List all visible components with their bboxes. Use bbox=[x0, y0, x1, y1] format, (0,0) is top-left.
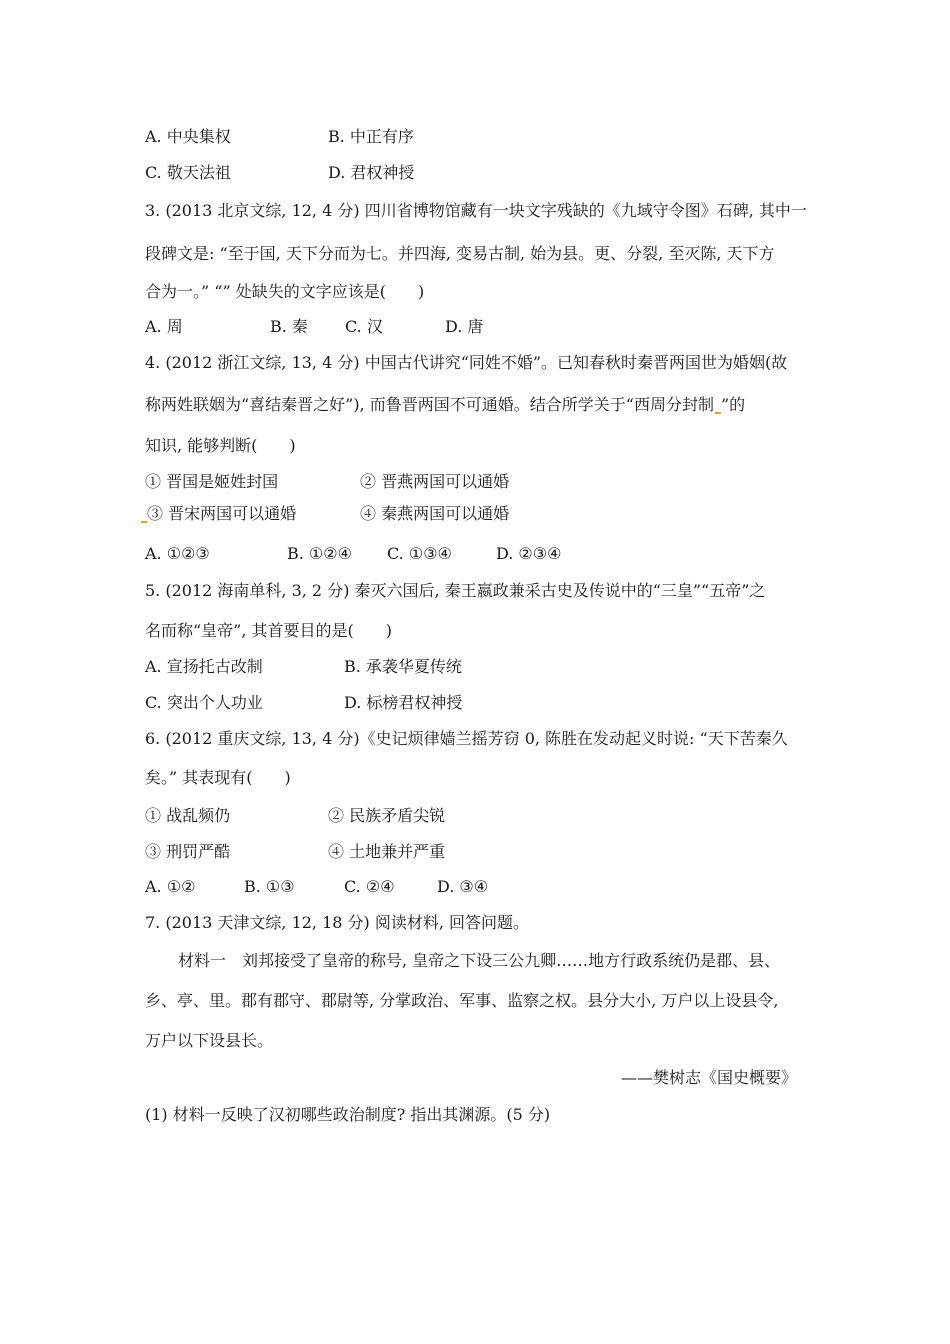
q6-statement-1: ① 战乱频仍 bbox=[145, 806, 231, 825]
q6-option-c: C. ②④ bbox=[344, 877, 395, 896]
q7-material-source: ——樊树志《国史概要》 bbox=[620, 1068, 797, 1087]
q4-statement-1: ① 晋国是姬姓封国 bbox=[145, 472, 279, 491]
q2-option-c: C. 敬天法祖 bbox=[145, 163, 231, 182]
q4-stem-line1: 4. (2012 浙江文综, 13, 4 分) 中国古代讲究“同姓不婚”。已知春秋时秦晋两国世为婚姻(故 bbox=[145, 353, 788, 372]
q4-statement-4: ④ 秦燕两国可以通婚 bbox=[360, 504, 510, 523]
q4-option-c: C. ①③④ bbox=[387, 544, 452, 563]
q5-stem-line2: 名而称“皇帝”, 其首要目的是( ) bbox=[145, 621, 393, 640]
q6-option-d: D. ③④ bbox=[437, 877, 489, 896]
q5-option-a: A. 宣扬托古改制 bbox=[145, 657, 263, 676]
q3-stem-line2: 段碑文是: “至于国, 天下分而为七。并四海, 变易古制, 始为县。更、分裂, 至灭陈, 天下方 bbox=[145, 244, 775, 263]
q3-stem-line3: 合为一。” “” 处缺失的文字应该是( ) bbox=[145, 282, 425, 301]
q5-option-d: D. 标榜君权神授 bbox=[344, 693, 463, 712]
q7-subquestion-1: (1) 材料一反映了汉初哪些政治制度? 指出其渊源。(5 分) bbox=[145, 1105, 551, 1124]
q5-option-b: B. 承袭华夏传统 bbox=[344, 657, 462, 676]
q5-stem-line1: 5. (2012 海南单科, 3, 2 分) 秦灭六国后, 秦王嬴政兼采古史及传说中的“三皇”“五帝”之 bbox=[145, 581, 766, 600]
q6-statement-3: ③ 刑罚严酷 bbox=[145, 842, 231, 861]
q6-stem-line2: 矣。” 其表现有( ) bbox=[145, 768, 291, 787]
q5-option-c: C. 突出个人功业 bbox=[145, 693, 263, 712]
q4-option-b: B. ①②④ bbox=[287, 544, 352, 563]
q7-material-line1: 材料一 刘邦接受了皇帝的称号, 皇帝之下设三公九卿……地方行政系统仍是郡、县、 bbox=[178, 951, 781, 970]
q4-stem-line2: 称两姓联姻为“喜结秦晋之好”), 而鲁晋两国不可通婚。结合所学关于“西周分封制 ”的 bbox=[145, 395, 746, 414]
q6-stem-line1: 6. (2012 重庆文综, 13, 4 分)《史记烦律嫱兰摇芳窃 0, 陈胜在发动起义时说: “天下苦秦久 bbox=[145, 729, 788, 748]
q6-option-b: B. ①③ bbox=[244, 877, 295, 896]
q7-material-line3: 万户以下设县长。 bbox=[145, 1031, 274, 1050]
q3-option-a: A. 周 bbox=[145, 317, 183, 336]
q7-material-line2: 乡、亭、里。郡有郡守、郡尉等, 分掌政治、军事、监察之权。县分大小, 万户以上设县令, bbox=[145, 991, 779, 1010]
q2-option-b: B. 中正有序 bbox=[328, 127, 414, 146]
q4-option-d: D. ②③④ bbox=[496, 544, 562, 563]
q6-option-a: A. ①② bbox=[145, 877, 196, 896]
q2-option-d: D. 君权神授 bbox=[328, 163, 415, 182]
q2-option-a: A. 中央集权 bbox=[145, 127, 231, 146]
q3-option-b: B. 秦 bbox=[270, 317, 308, 336]
q4-stem-line3: 知识, 能够判断( ) bbox=[145, 436, 296, 455]
q3-option-d: D. 唐 bbox=[445, 317, 484, 336]
q4-statement-3: ③ 晋宋两国可以通婚 bbox=[145, 504, 296, 524]
q7-stem: 7. (2013 天津文综, 12, 18 分) 阅读材料, 回答问题。 bbox=[145, 913, 530, 932]
q4-option-a: A. ①②③ bbox=[145, 544, 210, 563]
q6-statement-2: ② 民族矛盾尖锐 bbox=[328, 806, 446, 825]
q3-option-c: C. 汉 bbox=[345, 317, 383, 336]
q4-statement-2: ② 晋燕两国可以通婚 bbox=[360, 472, 510, 491]
q3-stem-line1: 3. (2013 北京文综, 12, 4 分) 四川省博物馆藏有一块文字残缺的《九域守令图》石碑, 其中一 bbox=[145, 201, 807, 220]
q6-statement-4: ④ 土地兼并严重 bbox=[328, 842, 446, 861]
